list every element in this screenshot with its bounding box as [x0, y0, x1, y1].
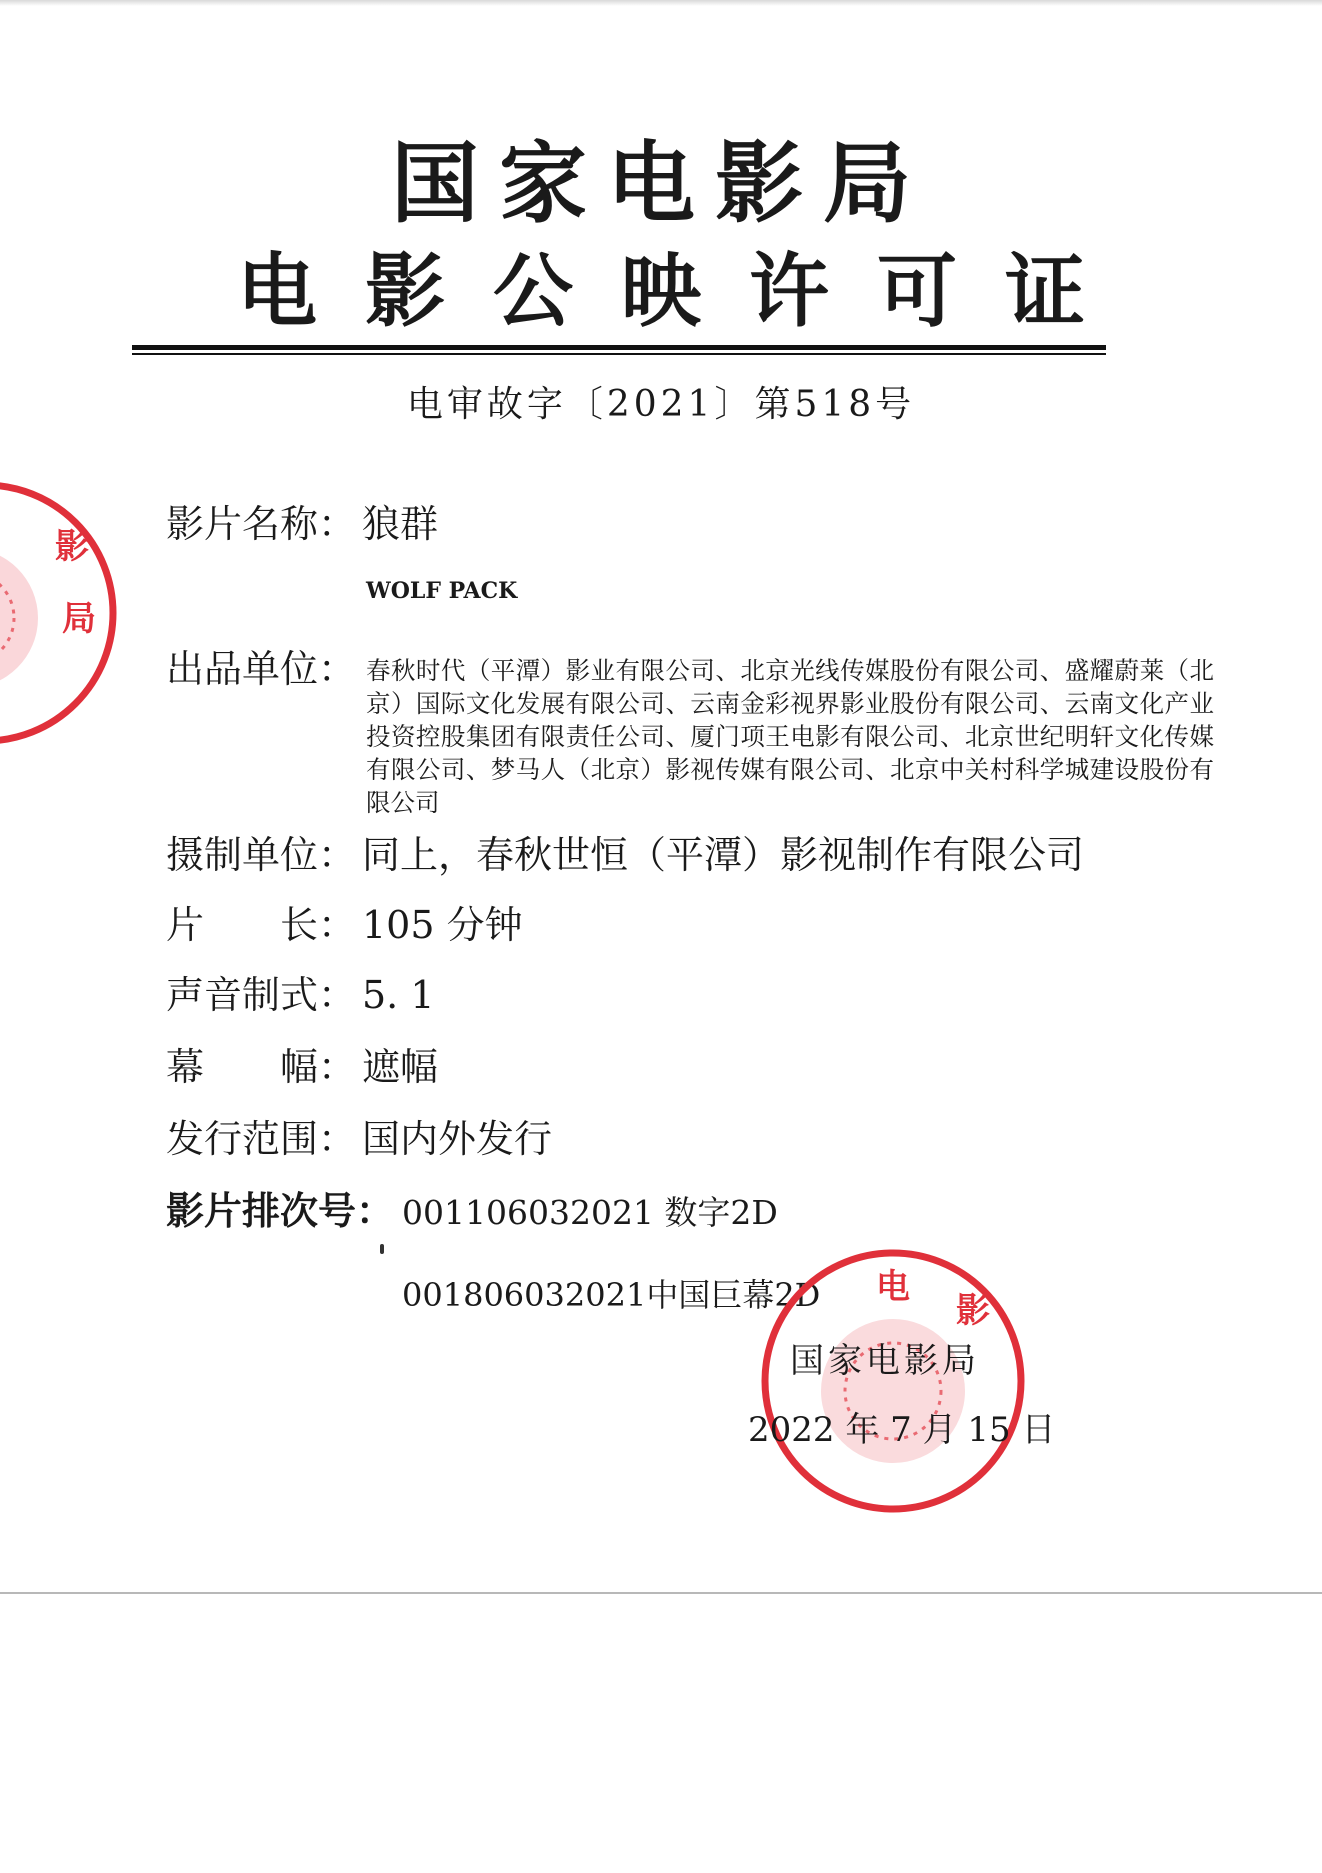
batch-value-1: 001106032021 数字2D: [402, 1193, 778, 1232]
producers-value: 春秋时代（平潭）影业有限公司、北京光线传媒股份有限公司、盛耀蔚莱（北京）国际文化发展有限公司、云南金彩视界影业股份有限公司、云南文化产业投资控股集团有限责任公司、厦门项王电影有限公司、北京世纪明轩文化传媒有限公司、梦马人（北京）影视传媒有限公司、北京中关村科学城建设股份有限公司: [366, 656, 1214, 817]
production-row: [166, 833, 1085, 877]
batch-row: [166, 1189, 778, 1233]
seal-right-text-1: 电: [876, 1267, 910, 1307]
scan-bottom-margin: [0, 1592, 1322, 1873]
scan-top-edge: [0, 0, 1322, 6]
sound-row: [166, 973, 435, 1017]
sound-value: 5. 1: [362, 973, 435, 1017]
film-name-row: [166, 502, 439, 546]
agency-heading: 国家电影局: [390, 132, 931, 235]
producers-label: 出品单位：: [166, 647, 357, 691]
seal-left-text-1: 影: [55, 527, 89, 567]
official-seal-left: [0, 478, 120, 748]
title-rule-thin: [132, 353, 1106, 355]
production-value: 同上，春秋世恒（平潭）影视制作有限公司: [362, 833, 1085, 877]
distribution-label: 发行范围：: [166, 1117, 357, 1161]
film-name-value: 狼群: [362, 502, 439, 546]
sound-label: 声音制式：: [166, 973, 357, 1017]
length-label: 片 长：: [166, 903, 357, 947]
scan-speck: [380, 1244, 384, 1254]
document-number: 电审故字〔2021〕第518号: [406, 384, 916, 425]
issuer-name: 国家电影局: [790, 1341, 980, 1381]
title-rule-thick: [132, 345, 1106, 350]
seal-right-text-2: 影: [956, 1291, 990, 1331]
film-name-label: 影片名称：: [166, 502, 357, 546]
distribution-row: [166, 1117, 553, 1161]
document-title: 电影公映许可证: [237, 245, 1133, 338]
production-label: 摄制单位：: [166, 833, 357, 877]
frame-row: [166, 1045, 439, 1089]
length-value: 105 分钟: [362, 903, 523, 947]
film-english-title: WOLF PACK: [366, 578, 518, 604]
batch-value-2: 001806032021中国巨幕2D: [402, 1276, 821, 1314]
seal-left-text-2: 局: [62, 599, 96, 639]
batch-label: 影片排次号：: [166, 1189, 395, 1233]
issue-date: 2022 年 7 月 15 日: [748, 1410, 1056, 1450]
producers-row: [166, 647, 362, 691]
frame-value: 遮幅: [362, 1045, 439, 1089]
length-row: [166, 903, 523, 947]
frame-label: 幕 幅：: [166, 1045, 357, 1089]
distribution-value: 国内外发行: [362, 1117, 553, 1161]
